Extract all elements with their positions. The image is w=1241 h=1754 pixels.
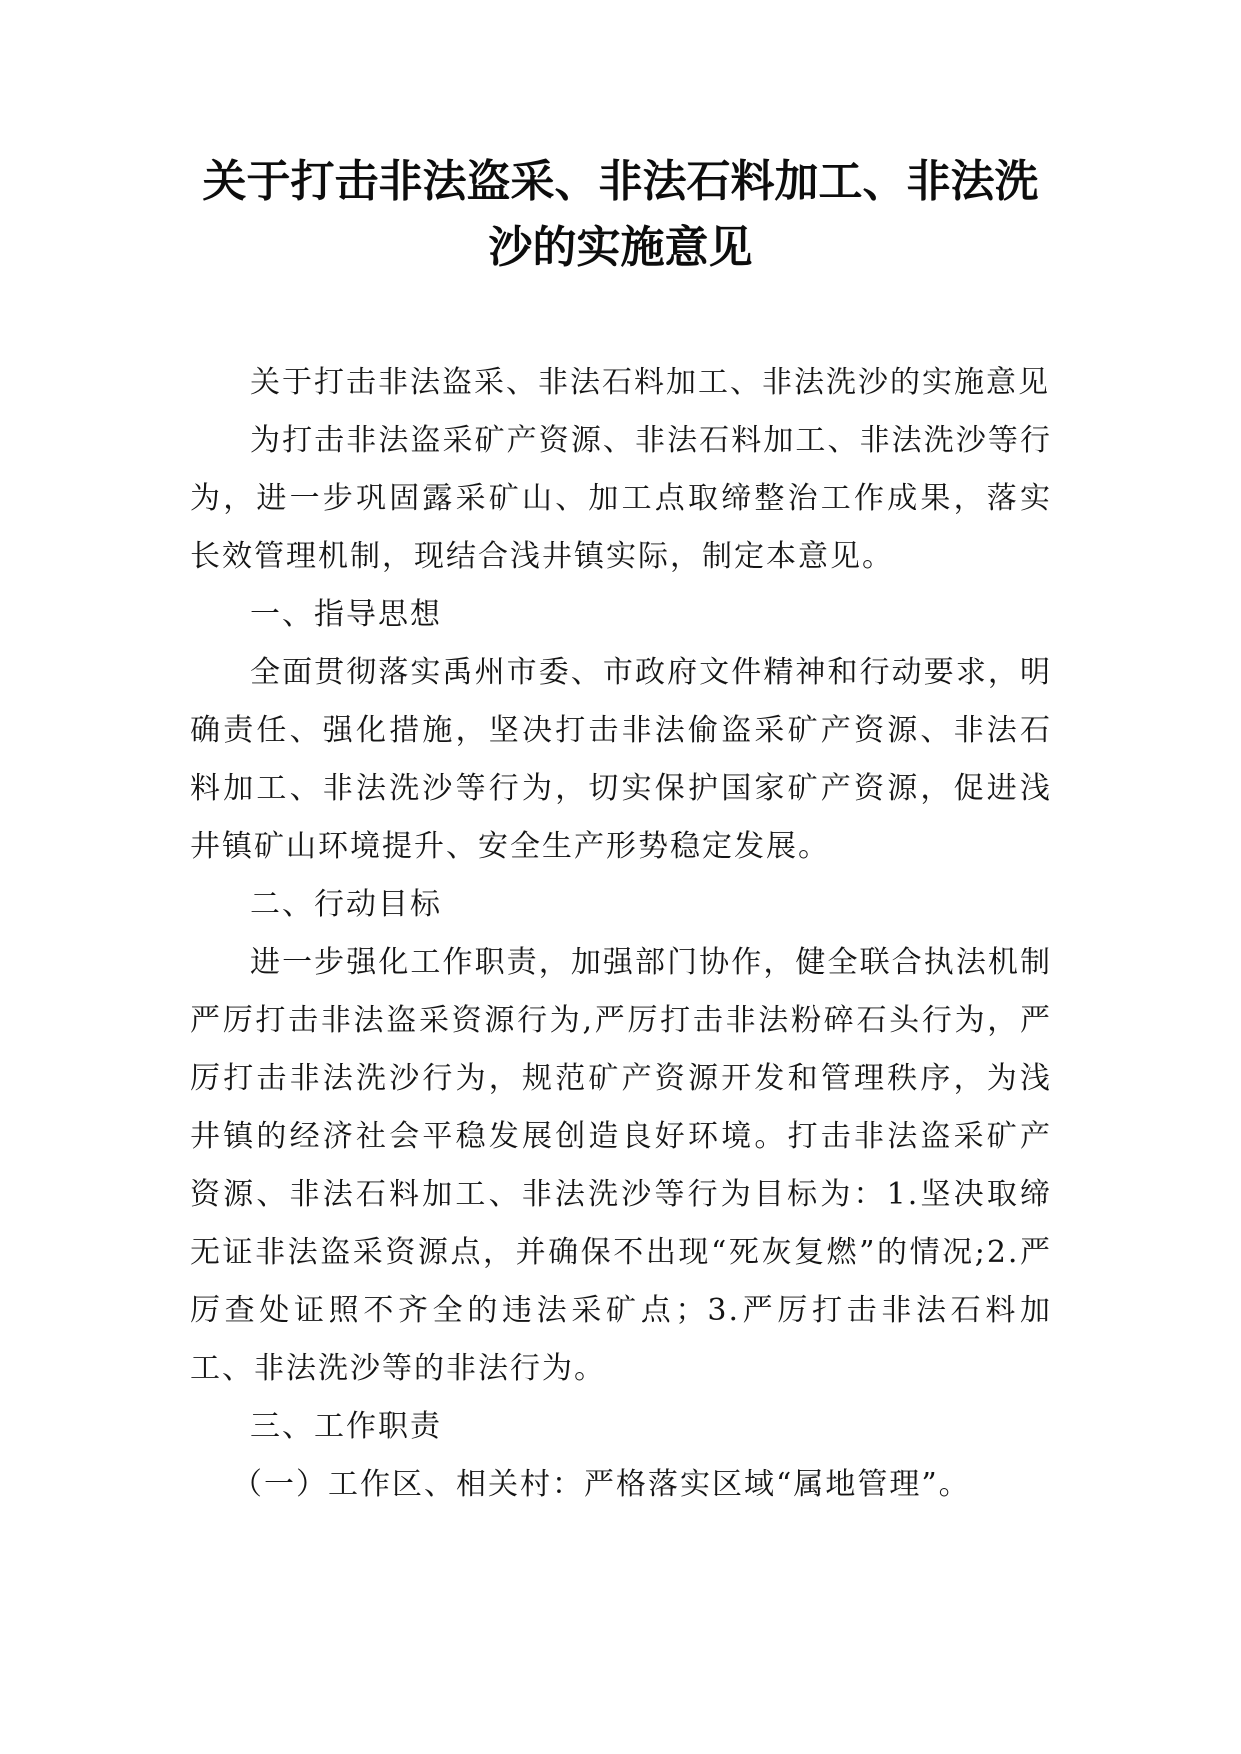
paragraph-guiding-ideology: 全面贯彻落实禹州市委、市政府文件精神和行动要求，明确责任、强化措施，坚决打击非法偷盗采矿产资源、非法石料加工、非法洗沙等行为，切实保护国家矿产资源，促进浅井镇矿山环境提升、安全生产形势稳定发展。	[190, 655, 1052, 864]
section-heading-work-duties: 三、工作职责	[250, 1409, 442, 1444]
document-body	[190, 354, 1052, 1514]
document-title-line-1: 关于打击非法盗采、非法石料加工、非法洗	[202, 156, 1039, 207]
paragraph-work-duty-item-1: （一）工作区、相关村：严格落实区域“属地管理”。	[232, 1467, 971, 1502]
paragraph-introduction: 为打击非法盗采矿产资源、非法石料加工、非法洗沙等行为，进一步巩固露采矿山、加工点取缔整治工作成果，落实长效管理机制，现结合浅井镇实际，制定本意见。	[190, 423, 1052, 574]
paragraph-restated-title: 关于打击非法盗采、非法石料加工、非法洗沙的实施意见	[250, 365, 1050, 400]
section-heading-action-goals: 二、行动目标	[250, 887, 442, 922]
document-title-line-2: 沙的实施意见	[488, 222, 753, 273]
paragraph-action-goals: 进一步强化工作职责，加强部门协作，健全联合执法机制严厉打击非法盗采资源行为,严厉打击非法粉碎石头行为，严厉打击非法洗沙行为，规范矿产资源开发和管理秩序，为浅井镇的经济社会平稳发展创造良好环境。打击非法盗采矿产资源、非法石料加工、非法洗沙等行为目标为：1.坚决取缔无证非法盗采资源点，并确保不出现“死灰复燃”的情况;2.严厉查处证照不齐全的违法采矿点；3.严厉打击非法石料加工、非法洗沙等的非法行为。	[190, 945, 1052, 1386]
section-heading-guiding-ideology: 一、指导思想	[250, 597, 442, 632]
